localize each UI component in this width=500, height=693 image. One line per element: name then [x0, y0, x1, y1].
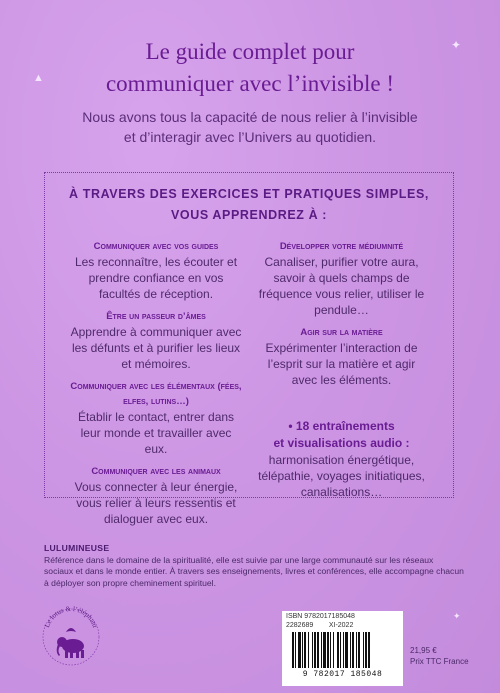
- intro-line-2: et d’interagir avec l’Univers au quotidien.: [123, 129, 377, 145]
- barcode: [290, 632, 398, 670]
- publisher-logo: [40, 604, 102, 668]
- section-audio: [254, 418, 429, 500]
- barcode-bar: [333, 632, 334, 668]
- barcode-digits: 9 782017 185048: [302, 670, 383, 679]
- barcode-bar: [317, 632, 319, 668]
- barcode-bar: [340, 632, 341, 668]
- barcode-bar: [312, 632, 313, 668]
- section-animaux: [70, 464, 242, 527]
- isbn-number: ISBN 9782017185048: [286, 613, 355, 620]
- headline-line-2: communiquer avec l’invisible !: [105, 71, 395, 96]
- logo-text: Le lotus & l’éléphant: [43, 604, 99, 629]
- section-elementaux: [70, 379, 242, 457]
- svg-text:Le lotus & l’éléphant: [43, 605, 99, 629]
- barcode-bar: [368, 632, 370, 668]
- price-amount: 21,95 €: [410, 646, 437, 655]
- barcode-bar: [330, 632, 331, 668]
- section-guides: [70, 239, 242, 302]
- barcode-bar: [363, 632, 364, 668]
- sparkle-icon-right: ✦: [451, 38, 462, 52]
- barcode-bar: [352, 632, 354, 668]
- sparkle-icon-left: ▲: [33, 72, 44, 84]
- barcode-bar: [308, 632, 309, 668]
- barcode-bar: [343, 632, 344, 668]
- barcode-bar: [345, 632, 348, 668]
- section-title: Être un passeur d’âmes: [106, 311, 206, 322]
- section-body: Canaliser, purifier votre aura, savoir à quels champs de fréquence vous relier, utiliser le pendule…: [258, 255, 425, 317]
- barcode-bar: [298, 632, 301, 668]
- price-block: [410, 645, 469, 667]
- section-matiere: [254, 325, 429, 388]
- barcode-bar: [321, 632, 322, 668]
- barcode-bar: [295, 632, 296, 668]
- barcode-bar: [304, 632, 306, 668]
- barcode-bar: [356, 632, 357, 668]
- headline: [0, 36, 500, 100]
- section-title: Développer votre médiumnité: [279, 241, 404, 252]
- isbn-block: [286, 612, 355, 630]
- left-column: [70, 239, 242, 534]
- audio-body: harmonisation énergétique, télépathie, voyages initiatiques, canalisations…: [258, 453, 425, 499]
- intro-text: [0, 107, 500, 147]
- barcode-bar: [314, 632, 316, 668]
- barcode-bar: [358, 632, 360, 668]
- section-title: Agir sur la matière: [300, 327, 383, 338]
- author-block: [44, 543, 464, 589]
- section-body: Vous connecter à leur énergie, vous relier à leurs ressentis et dialoguer avec eux.: [74, 480, 238, 526]
- section-body: Expérimenter l’interaction de l’esprit sur la matière et agir avec les éléments.: [265, 341, 418, 387]
- section-title: Communiquer avec les élémentaux (fées, elfes, lutins…): [70, 381, 242, 407]
- section-body: Apprendre à communiquer avec les défunts et à purifier les lieux et mémoires.: [70, 325, 242, 371]
- elephant-icon: [57, 628, 84, 658]
- headline-line-1: Le guide complet pour: [145, 39, 355, 64]
- barcode-bar: [337, 632, 339, 668]
- audio-title-line-1: • 18 entraînements: [288, 419, 395, 433]
- box-title-line-1: À TRAVERS DES EXERCICES ET PRATIQUES SIMPLES,: [69, 187, 429, 201]
- edition-code: XI-2022: [328, 622, 354, 629]
- audio-title-line-2: et visualisations audio :: [273, 436, 410, 450]
- box-title-line-2: VOUS APPRENDREZ À :: [170, 208, 328, 222]
- edition-codes: [286, 621, 355, 630]
- section-title: Communiquer avec les animaux: [91, 466, 221, 477]
- section-body: Établir le contact, entrer dans leur monde et travailler avec eux.: [77, 410, 235, 456]
- section-title: Communiquer avec vos guides: [93, 241, 219, 252]
- section-body: Les reconnaître, les écouter et prendre confiance en vos facultés de réception.: [74, 255, 238, 301]
- section-passeur: [70, 309, 242, 372]
- barcode-bar: [350, 632, 351, 668]
- barcode-bar: [365, 632, 367, 668]
- sparkle-icon-bottom: ✦: [453, 611, 461, 621]
- product-code: 2282689: [286, 622, 314, 629]
- barcode-bar: [292, 632, 294, 668]
- intro-line-1: Nous avons tous la capacité de nous relier à l’invisible: [82, 109, 418, 125]
- barcode-bar: [327, 632, 329, 668]
- box-title: [44, 184, 454, 226]
- author-bio: Référence dans le domaine de la spiritualité, elle est suivie par une large communauté sur les réseaux sociaux et dans le monde entier. À travers ses enseignements, livres et conférences, elle accompagne chacun à déployer son propre cheminement spirituel.: [44, 554, 464, 588]
- barcode-bar: [302, 632, 303, 668]
- section-mediumnite: [254, 239, 429, 318]
- price-label: Prix TTC France: [410, 657, 469, 666]
- author-name: LULUMINEUSE: [44, 543, 110, 553]
- barcode-bar: [323, 632, 326, 668]
- right-column: [254, 239, 429, 507]
